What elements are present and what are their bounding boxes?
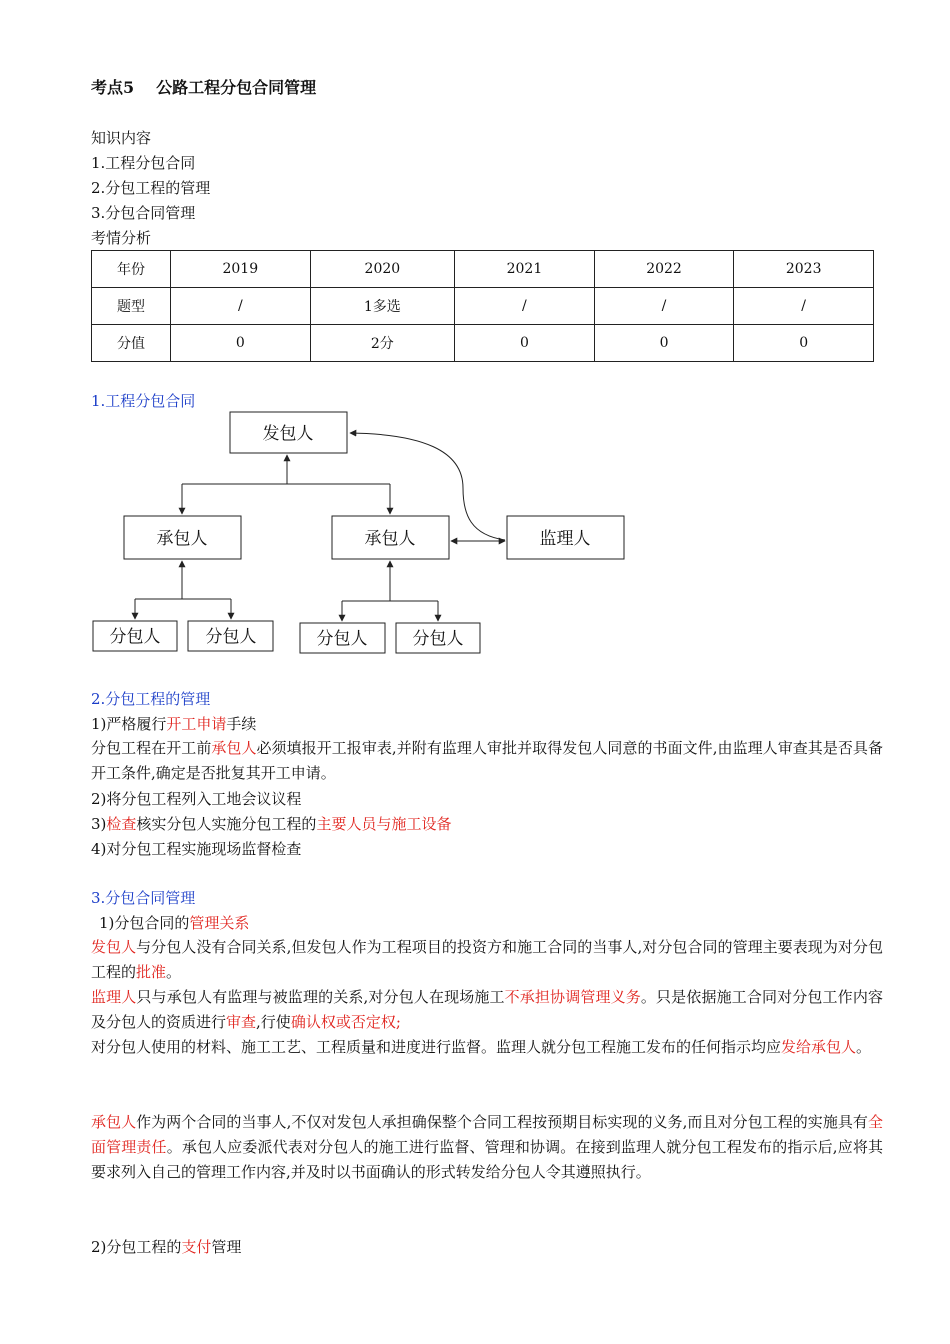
table-cell: 2021 [455, 251, 595, 288]
node-sub-a1-label: 分包人 [109, 627, 161, 647]
table-row [92, 251, 874, 288]
table-cell: 2020 [310, 251, 455, 288]
text-span: 1)严格履行 [91, 715, 167, 733]
knowledge-item: 1.工程分包合同 [91, 154, 196, 172]
text-span: 。 [166, 963, 182, 981]
text-span: 对分包人使用的材料、施工工艺、工程质量和进度进行监督。监理人就分包工程施工发布的任何指示均应 [91, 1038, 782, 1056]
node-sub-b2-label: 分包人 [412, 629, 464, 649]
section3-paragraph4 [91, 1110, 883, 1185]
table-cell: 2023 [734, 251, 874, 288]
topic-heading [91, 77, 316, 99]
table-cell: 1多选 [310, 288, 455, 325]
section3-paragraph2 [91, 985, 883, 1035]
section2-item1 [91, 713, 256, 735]
knowledge-item: 3.分包合同管理 [91, 204, 196, 222]
section3-paragraph1 [91, 935, 883, 985]
table-cell: 0 [594, 325, 734, 362]
table-cell: 分值 [92, 325, 171, 362]
text-span: 1)分包合同的 [99, 914, 190, 932]
text-span: 。承包人应委派代表对分包人的施工进行监督、管理和协调。在接到监理人就分包工程发布的指示后,应将其要求列入自己的管理工作内容,并及时以书面确认的形式转发给分包人令其遵照执行。 [91, 1138, 883, 1181]
table-cell: / [594, 288, 734, 325]
text-span: 作为两个合同的当事人,不仅对发包人承担确保整个合同工程按预期目标实现的义务,而且对分包工程的实施具有 [136, 1113, 868, 1131]
node-contractor-a-label: 承包人 [156, 529, 208, 549]
text-span: 3) [91, 815, 107, 833]
section1-title: 1.工程分包合同 [91, 392, 196, 410]
section2-title: 2.分包工程的管理 [91, 690, 211, 708]
text-span: 与分包人没有合同关系,但发包人作为工程项目的投资方和施工合同的当事人,对分包合同的管理主要表现为对分包工程的 [91, 938, 883, 981]
table-cell: 0 [171, 325, 311, 362]
text-span: 手续 [226, 715, 257, 733]
subcontract-relationship-diagram [91, 400, 651, 670]
highlight-span: 全面管理责任 [91, 1113, 883, 1156]
text-span: 分包工程在开工前 [91, 739, 212, 757]
text-span: 核实分包人实施分包工程的 [136, 815, 317, 833]
table-cell: / [455, 288, 595, 325]
table-cell: 2分 [310, 325, 455, 362]
node-supervisor-label: 监理人 [539, 529, 591, 549]
text-span: ,行使 [256, 1013, 291, 1031]
highlight-span: 承包人 [211, 739, 257, 757]
section2-item4: 4)对分包工程实施现场监督检查 [91, 840, 302, 858]
highlight-span: 支付 [181, 1238, 212, 1256]
highlight-span: 检查 [106, 815, 137, 833]
section3-title: 3.分包合同管理 [91, 889, 196, 907]
exam-analysis-table [91, 250, 874, 362]
section2-item2: 2)将分包工程列入工地会议议程 [91, 790, 302, 808]
highlight-span: 发给承包人 [781, 1038, 857, 1056]
table-cell: 题型 [92, 288, 171, 325]
section3-item2 [91, 1236, 241, 1258]
text-span: 。只是依据施工合同对分包工作内容及分包人的资质进行 [91, 988, 883, 1031]
table-cell: 年份 [92, 251, 171, 288]
text-span: 。 [856, 1038, 872, 1056]
highlight-span: 承包人 [91, 1113, 137, 1131]
topic-label: 考点5 [91, 78, 135, 97]
knowledge-label: 知识内容 [91, 129, 152, 147]
table-cell: 2022 [594, 251, 734, 288]
section2-item3 [91, 813, 451, 835]
table-cell: / [734, 288, 874, 325]
highlight-span: 发包人 [91, 938, 137, 956]
table-cell: 0 [734, 325, 874, 362]
text-span: 管理 [211, 1238, 242, 1256]
node-contractor-b-label: 承包人 [364, 529, 416, 549]
highlight-span: 主要人员与施工设备 [316, 815, 452, 833]
node-sub-a2-label: 分包人 [205, 627, 257, 647]
node-sub-b1-label: 分包人 [316, 629, 368, 649]
highlight-span: 管理关系 [189, 914, 250, 932]
topic-title: 公路工程分包合同管理 [156, 78, 317, 97]
knowledge-item: 2.分包工程的管理 [91, 179, 211, 197]
section3-item1 [99, 912, 249, 934]
highlight-span: 批准 [136, 963, 167, 981]
highlight-span: 不承担协调管理义务 [504, 988, 641, 1006]
node-employer-label: 发包人 [262, 424, 314, 444]
highlight-span: 确认权或否定权; [290, 1013, 401, 1031]
table-row [92, 288, 874, 325]
section2-paragraph1 [91, 736, 883, 786]
highlight-span: 审查 [226, 1013, 257, 1031]
section3-paragraph3 [91, 1035, 883, 1060]
highlight-span: 监理人 [91, 988, 137, 1006]
analysis-label: 考情分析 [91, 229, 152, 247]
text-span: 只与承包人有监理与被监理的关系,对分包人在现场施工 [136, 988, 505, 1006]
table-row [92, 325, 874, 362]
highlight-span: 开工申请 [166, 715, 227, 733]
text-span: 2)分包工程的 [91, 1238, 182, 1256]
table-cell: 0 [455, 325, 595, 362]
table-cell: / [171, 288, 311, 325]
text-span: 必须填报开工报审表,并附有监理人审批并取得发包人同意的书面文件,由监理人审查其是否具备开工条件,确定是否批复其开工申请。 [91, 739, 883, 782]
table-cell: 2019 [171, 251, 311, 288]
